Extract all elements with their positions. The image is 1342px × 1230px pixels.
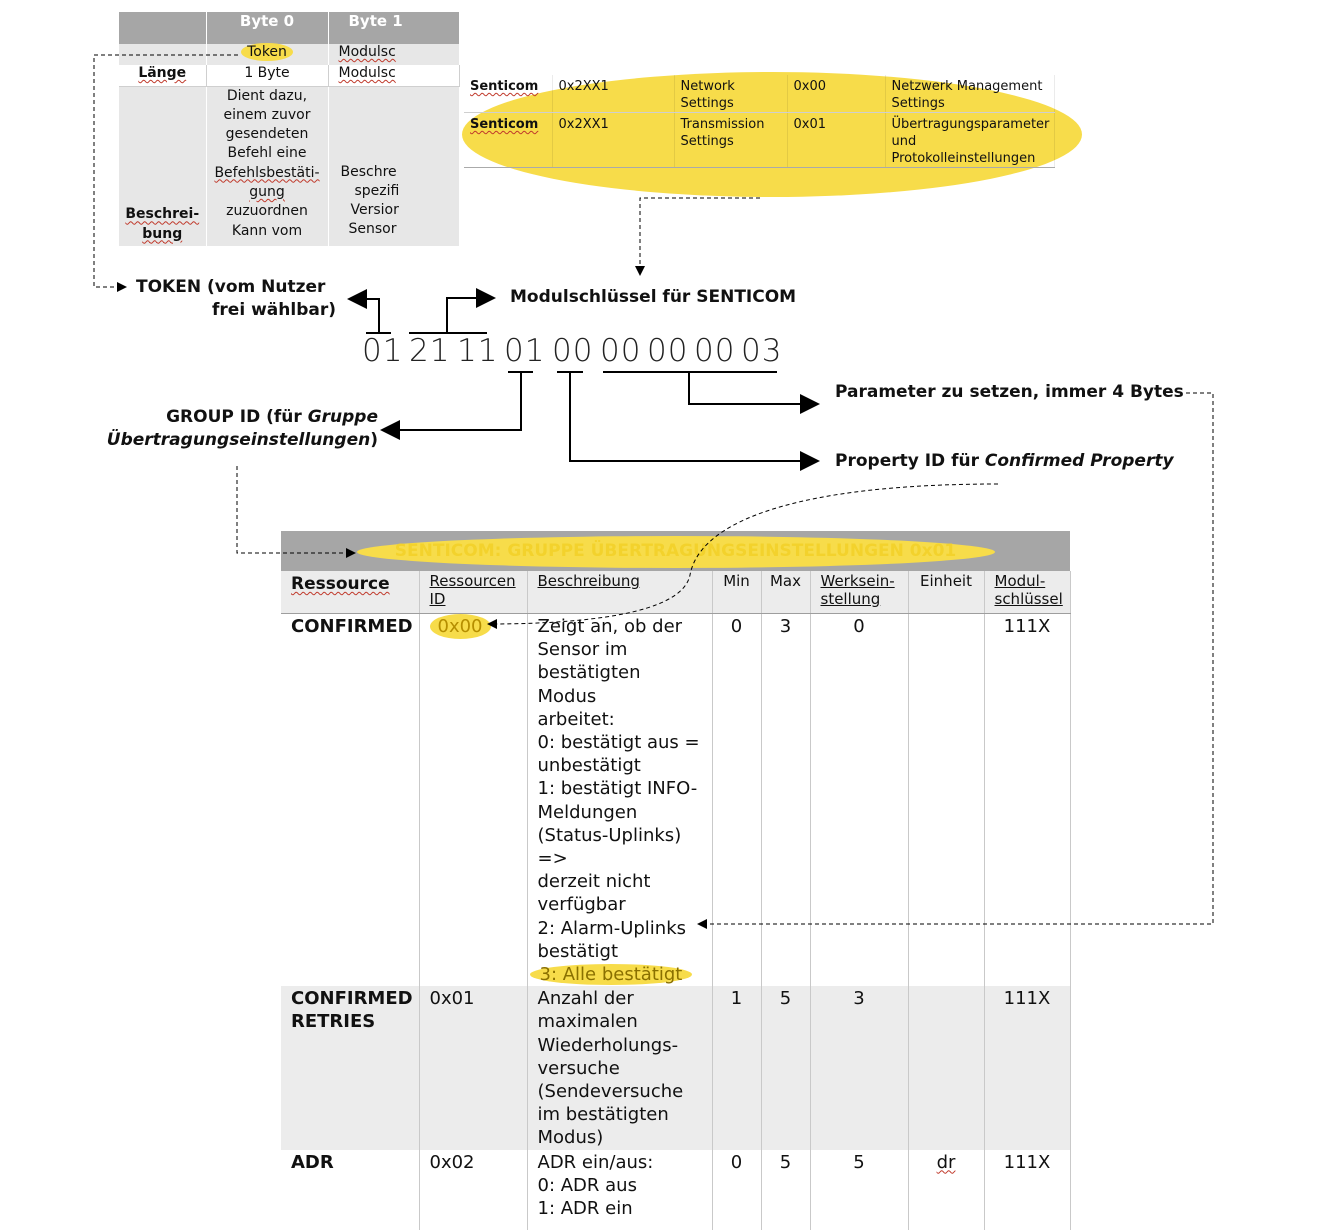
token-highlight: Token [241, 43, 293, 61]
module-key-label: Modulschlüssel für SENTICOM [510, 287, 797, 307]
header-resource: Ressource [281, 571, 419, 614]
row-adr-resource: ADR [281, 1150, 419, 1230]
module-key-bracket [409, 298, 494, 333]
row-confirmed-retries-id: 0x01 [419, 986, 527, 1149]
hex-byte-7: 00 [694, 333, 736, 369]
parameter-dashed-connector [698, 393, 1213, 924]
group-table-title: SENTICOM: GRUPPE ÜBERTRAGUNGSEINSTELLUNGEN 0x01 [394, 541, 957, 561]
byte-table-desc-byte1: Beschre spezifi Versior Sensor [328, 86, 459, 246]
senticom-row1-id: 0x00 [787, 75, 885, 113]
header-module-key: Modul-schlüssel [984, 571, 1070, 614]
hex-byte-4: 00 [552, 333, 594, 369]
header-max: Max [761, 571, 810, 614]
group-id-label: GROUP ID (für Gruppe Übertragungseinstellungen) [106, 407, 378, 450]
token-dashed-connector [94, 55, 238, 287]
row-confirmed-max: 3 [761, 614, 810, 987]
byte-table-row1-byte1: Modulsc [328, 44, 459, 65]
header-default: Werksein-stellung [810, 571, 908, 614]
hex-byte-5: 00 [600, 333, 642, 369]
senticom-dashed-connector [640, 198, 760, 275]
row-adr-key: 111X [984, 1150, 1070, 1230]
group-id-bracket [382, 372, 533, 430]
row-confirmed-retries-max: 5 [761, 986, 810, 1149]
hex-byte-2: 11 [457, 333, 499, 369]
row-confirmed-retries-default: 3 [810, 986, 908, 1149]
byte-table-length-value: 1 Byte [206, 65, 328, 86]
senticom-row2-key: 0x2XX1 [552, 113, 674, 168]
senticom-row1-key: 0x2XX1 [552, 75, 674, 113]
token-label: TOKEN (vom Nutzer frei wählbar) [136, 277, 336, 320]
property-id-label: Property ID für Confirmed Property [835, 451, 1174, 471]
property-dashed-curve [488, 484, 998, 624]
row-adr-id: 0x02 [419, 1150, 527, 1230]
row-confirmed-key: 111X [984, 614, 1070, 987]
byte-table-header-byte1: Byte 1 [328, 12, 459, 44]
senticom-row1-desc: Netzwerk Management Settings [885, 75, 1054, 113]
group-dashed-connector [237, 466, 355, 553]
row-adr-default: 5 [810, 1150, 908, 1230]
senticom-row2-name: Senticom [464, 113, 552, 168]
hex-byte-1: 21 [409, 333, 451, 369]
parameter-bracket [603, 372, 818, 404]
senticom-row2-group: Transmission Settings [674, 113, 787, 168]
row-confirmed-retries-key: 111X [984, 986, 1070, 1149]
byte-table-desc-label: Beschrei-bung [119, 86, 206, 246]
property-id-bracket [557, 372, 818, 461]
row-adr-min: 0 [712, 1150, 761, 1230]
header-description: Beschreibung [527, 571, 712, 614]
byte-table-length-label: Länge [119, 65, 206, 86]
row-confirmed-retries-resource: CONFIRMED RETRIES [281, 986, 419, 1149]
hex-byte-0: 01 [362, 333, 404, 369]
parameter-label: Parameter zu setzen, immer 4 Bytes [835, 382, 1184, 402]
byte-table-header-byte0: Byte 0 [206, 12, 328, 44]
row-adr-unit: dr [908, 1150, 984, 1230]
row-confirmed-min: 0 [712, 614, 761, 987]
row-confirmed-retries-description: Anzahl der maximalen Wiederholungs- versuche (Sendeversuche im bestätigten Modus) [527, 986, 712, 1149]
header-unit: Einheit [908, 571, 984, 614]
hex-byte-8: 03 [741, 333, 783, 369]
row-adr-description: ADR ein/aus: 0: ADR aus 1: ADR ein [527, 1150, 712, 1230]
token-bracket [349, 299, 391, 333]
header-resource-id: Ressourcen ID [419, 571, 527, 614]
row-confirmed-default: 0 [810, 614, 908, 987]
row-confirmed-description: Zeigt an, ob der Sensor im bestätigten Modus arbeitet: 0: bestätigt aus = unbestätigt 1: bestätigt INFO- Meldungen (Status-Uplinks) => derzeit nicht verfügbar 2: Alarm-Uplinks bestätigt 3: Alle bestätigt [527, 614, 712, 987]
byte-table-desc-byte0: Dient dazu, einem zuvor gesendeten Befehl eine Befehlsbestäti- gung zuzuordnen Kann vom [206, 86, 328, 246]
row-adr-max: 5 [761, 1150, 810, 1230]
byte-table-row2-byte1: Modulsc [328, 65, 459, 86]
senticom-row2-desc: Übertragungsparameter und Protokolleinstellungen [885, 113, 1054, 168]
senticom-row1-group: Network Settings [674, 75, 787, 113]
all-confirmed-highlight: 3: Alle bestätigt [530, 964, 693, 985]
row-confirmed-resource: CONFIRMED [281, 614, 419, 987]
senticom-row1-name: Senticom [464, 75, 552, 113]
confirmed-id-highlight: 0x00 [430, 614, 491, 639]
hex-byte-6: 00 [647, 333, 689, 369]
senticom-row2-id: 0x01 [787, 113, 885, 168]
row-confirmed-retries-min: 1 [712, 986, 761, 1149]
header-min: Min [712, 571, 761, 614]
hex-byte-3: 01 [504, 333, 546, 369]
